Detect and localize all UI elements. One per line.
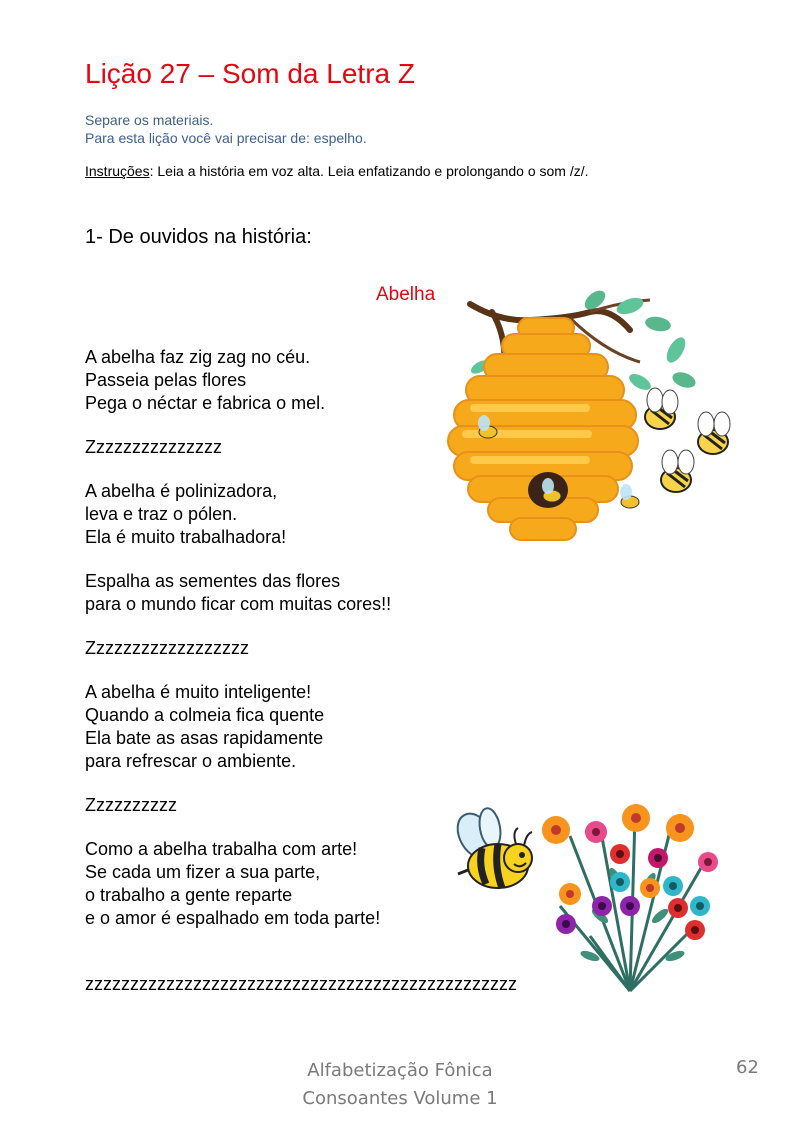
- buzz-line: Zzzzzzzzzzzzzzzzzz: [85, 638, 249, 658]
- poem-line: e o amor é espalhado em toda parte!: [85, 908, 381, 928]
- poem-line: Ela bate as asas rapidamente: [85, 728, 324, 748]
- poem-line: Ela é muito trabalhadora!: [85, 527, 287, 547]
- buzz-line-final: zzzzzzzzzzzzzzzzzzzzzzzzzzzzzzzzzzzzzzzzzzzzzzzz: [85, 974, 517, 994]
- poem-title: Abelha: [376, 284, 436, 305]
- poem-line: Quando a colmeia fica quente: [85, 705, 325, 725]
- page-number: 62: [736, 1057, 759, 1078]
- poem-line: para o mundo ficar com muitas cores!!: [85, 594, 392, 614]
- section-title: 1- De ouvidos na história:: [85, 226, 312, 248]
- poem-line: Como a abelha trabalha com arte!: [85, 839, 358, 859]
- poem-line: Espalha as sementes das flores: [85, 571, 341, 591]
- page-title: Lição 27 – Som da Letra Z: [85, 58, 415, 89]
- buzz-line: Zzzzzzzzzzzzzzz: [85, 437, 222, 457]
- instructions-label: Instruções: [85, 163, 150, 179]
- poem-line: leva e traz o pólen.: [85, 504, 238, 524]
- materials-note: [85, 111, 367, 147]
- materials-line-2: Para esta lição você vai precisar de: espelho.: [85, 130, 367, 146]
- materials-line-1: Separe os materiais.: [85, 112, 214, 128]
- poem-body: [85, 346, 391, 930]
- poem-line: A abelha é muito inteligente!: [85, 682, 312, 702]
- instructions-text: : Leia a história em voz alta. Leia enfatizando e prolongando o som /z/.: [149, 163, 589, 179]
- beehive-icon: [440, 282, 740, 567]
- poem-line: o trabalho a gente reparte: [85, 885, 293, 905]
- poem-line: A abelha faz zig zag no céu.: [85, 347, 311, 367]
- instructions: [85, 163, 589, 179]
- bee-icon: [448, 806, 540, 892]
- footer-line-1: Alfabetização Fônica: [307, 1060, 493, 1081]
- buzz-line: Zzzzzzzzzz: [85, 795, 177, 815]
- poem-line: Pega o néctar e fabrica o mel.: [85, 393, 326, 413]
- flower-bouquet-icon: [530, 796, 730, 996]
- poem-line: para refrescar o ambiente.: [85, 751, 297, 771]
- poem-line: A abelha é polinizadora,: [85, 481, 278, 501]
- poem-line: Passeia pelas flores: [85, 370, 247, 390]
- poem-line: Se cada um fizer a sua parte,: [85, 862, 321, 882]
- footer-line-2: Consoantes Volume 1: [302, 1088, 498, 1109]
- footer: [240, 1057, 560, 1113]
